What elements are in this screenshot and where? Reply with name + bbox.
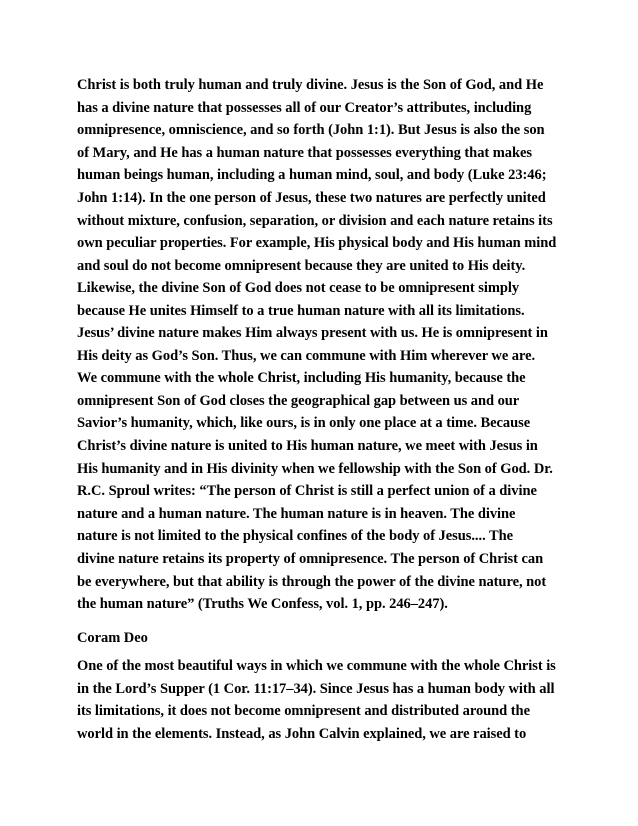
text-line: R.C. Sproul writes: “The person of Christ is still a perfect union of a divine [77,483,537,500]
text-line: be everywhere, but that ability is through the power of the divine nature, not [77,573,547,590]
text-line: human beings human, including a human mind, soul, and body (Luke 23:46; [77,167,547,184]
text-line: nature and a human nature. The human nature is in heaven. The divine [77,505,516,522]
text-line: because He unites Himself to a true human nature with all its limitations. [77,302,525,319]
text-line: His humanity and in His divinity when we fellowship with the Son of God. Dr. [77,460,553,477]
text-line: nature is not limited to the physical confines of the body of Jesus.... The [77,528,513,545]
text-line: world in the elements. Instead, as John Calvin explained, we are raised to [77,725,527,742]
text-line: Jesus’ divine nature makes Him always present with us. He is omnipresent in [77,325,548,341]
text-line: has a divine nature that possesses all of our Creator’s attributes, including [77,99,532,116]
text-line: One of the most beautiful ways in which we commune with the whole Christ is [77,658,556,674]
text-line: own peculiar properties. For example, His physical body and His human mind [77,235,557,252]
text-line: in the Lord’s Supper (1 Cor. 11:17–34). Since Jesus has a human body with all [77,680,555,697]
text-line: John 1:14). In the one person of Jesus, these two natures are perfectly united [77,189,546,206]
text-line: divine nature retains its property of omnipresence. The person of Christ can [77,550,544,567]
text-line: omnipresent Son of God closes the geographical gap between us and our [77,392,520,409]
text-line: Christ’s divine nature is united to His human nature, we meet with Jesus in [77,437,538,454]
text-line: Savior’s humanity, which, like ours, is in only one place at a time. Because [77,415,531,432]
text-line: the human nature” (Truths We Confess, vol. 1, pp. 246–247). [77,596,448,613]
text-line: His deity as God’s Son. Thus, we can commune with Him wherever we are. [77,347,536,364]
paragraph-christ-natures [77,74,577,323]
text-line: and soul do not become omnipresent because they are united to His deity. [77,257,526,274]
heading-text: Coram Deo [77,630,148,646]
text-line: omnipresence, omniscience, and so forth (John 1:1). But Jesus is also the son [77,122,545,139]
text-line: its limitations, it does not become omnipresent and distributed around the [77,703,530,720]
text-line: Christ is both truly human and truly divine. Jesus is the Son of God, and He [77,77,544,93]
paragraph-divine-presence [77,322,577,616]
text-line: of Mary, and He has a human nature that possesses everything that makes [77,144,532,161]
section-heading [77,627,577,650]
text-line: Likewise, the divine Son of God does not cease to be omnipresent simply [77,280,520,297]
text-line: We commune with the whole Christ, including His humanity, because the [77,370,526,387]
paragraph-lords-supper [77,655,577,745]
text-line: without mixture, confusion, separation, or division and each nature retains its [77,212,553,229]
